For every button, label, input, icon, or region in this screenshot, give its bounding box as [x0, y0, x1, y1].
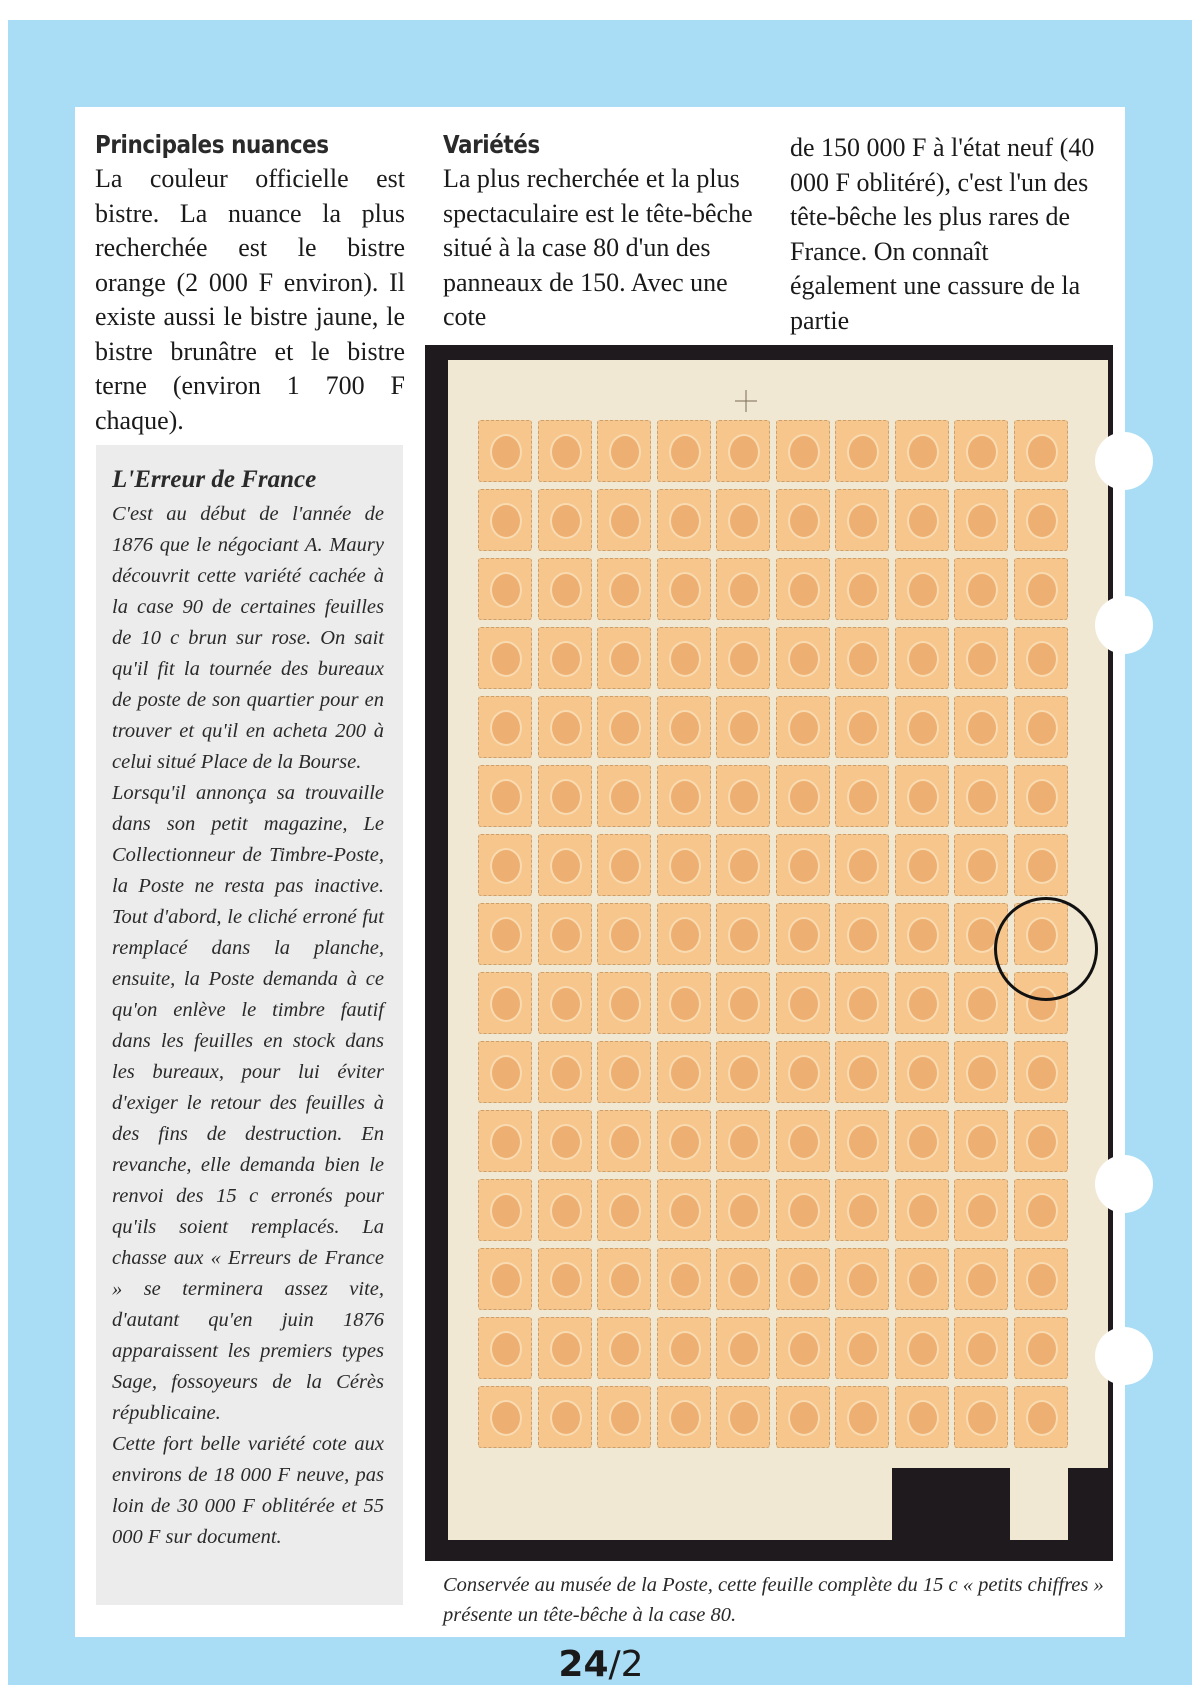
stamp	[478, 903, 532, 965]
stamp	[597, 489, 651, 551]
stamp	[776, 1041, 830, 1103]
stamp	[716, 627, 770, 689]
stamp	[657, 558, 711, 620]
stamp	[597, 903, 651, 965]
page-number	[546, 1645, 656, 1685]
stamp	[657, 627, 711, 689]
stamp	[716, 834, 770, 896]
stamp	[954, 1110, 1008, 1172]
stamp	[1014, 1317, 1068, 1379]
stamp	[776, 696, 830, 758]
stamp	[657, 972, 711, 1034]
stamp	[1014, 1248, 1068, 1310]
heading-principales-nuances: Principales nuances	[95, 130, 329, 159]
stamp	[895, 903, 949, 965]
stamp	[478, 834, 532, 896]
stamp	[954, 558, 1008, 620]
stamp	[835, 489, 889, 551]
stamp	[716, 972, 770, 1034]
stamp	[538, 627, 592, 689]
stamp	[954, 696, 1008, 758]
stamp	[538, 765, 592, 827]
stamp	[538, 972, 592, 1034]
stamp	[478, 765, 532, 827]
stamp	[716, 420, 770, 482]
stamp	[657, 1041, 711, 1103]
stamp	[478, 558, 532, 620]
stamp	[776, 765, 830, 827]
stamp	[538, 1110, 592, 1172]
stamp	[895, 489, 949, 551]
sheet-missing-margin	[892, 1468, 1010, 1540]
stamp	[478, 1248, 532, 1310]
stamp	[776, 1110, 830, 1172]
text-varietes: La plus recherchée et la plus spectaculaire est le tête-bêche situé à la case 80 d'un des panneaux de 150. Avec une cote	[443, 164, 753, 331]
stamp	[1014, 420, 1068, 482]
stamp	[954, 1179, 1008, 1241]
stamp	[597, 558, 651, 620]
stamp	[895, 420, 949, 482]
stamp	[1014, 627, 1068, 689]
stamp	[478, 420, 532, 482]
stamp	[597, 627, 651, 689]
stamp	[478, 972, 532, 1034]
column-varietes	[443, 128, 753, 335]
sidebar-paragraph: Cette fort belle variété cote aux environs de 18 000 F neuve, pas loin de 30 000 F oblitérée et 55 000 F sur document.	[112, 1433, 384, 1548]
stamp	[895, 696, 949, 758]
stamp	[716, 1110, 770, 1172]
stamp	[716, 489, 770, 551]
stamp	[538, 558, 592, 620]
stamp	[597, 696, 651, 758]
stamp	[538, 1041, 592, 1103]
stamp	[1014, 489, 1068, 551]
stamp	[835, 1317, 889, 1379]
stamp	[895, 627, 949, 689]
stamp	[776, 1386, 830, 1448]
stamp	[538, 1179, 592, 1241]
stamp	[716, 1386, 770, 1448]
stamp	[538, 903, 592, 965]
text-principales-nuances: La couleur officielle est bistre. La nuance la plus recherchée est le bistre orange (2 000 F environ). Il existe aussi le bistre jaune, le bistre brunâtre et le bistre terne (environ 1 700 F chaque).	[95, 164, 405, 435]
stamp	[478, 1110, 532, 1172]
stamp	[835, 903, 889, 965]
stamp	[835, 1248, 889, 1310]
stamp	[895, 1386, 949, 1448]
stamp	[597, 1317, 651, 1379]
stamp	[657, 1110, 711, 1172]
stamp	[716, 558, 770, 620]
sidebar-paragraph: Lorsqu'il annonça sa trouvaille dans son petit magazine, Le Collectionneur de Timbre-Poste, la Poste ne resta pas inactive. Tout d'abord, le cliché erroné fut remplacé dans la planche, ensuite, la Poste demanda à ce qu'on enlève le timbre fautif dans les feuilles en stock dans les bureaux, pour lui éviter d'exiger le retour des feuilles à des fins de destruction. En revanche, elle demanda bien le renvoi des 15 c erronés pour qu'ils soient remplacés. La chasse aux « Erreurs de France » se terminera assez vite, d'autant qu'en juin 1876 apparaissent les premiers types Sage, fossoyeurs de la Cérès républicaine.	[112, 782, 384, 1424]
stamp	[835, 558, 889, 620]
stamp	[597, 1041, 651, 1103]
sidebar-title: L'Erreur de France	[112, 466, 317, 493]
stamp	[597, 1248, 651, 1310]
heading-varietes: Variétés	[443, 130, 540, 159]
stamp	[895, 1110, 949, 1172]
stamp	[538, 696, 592, 758]
stamp	[478, 627, 532, 689]
stamp	[835, 834, 889, 896]
stamp	[657, 420, 711, 482]
stamp	[954, 972, 1008, 1034]
stamp	[657, 1317, 711, 1379]
sheet-missing-margin	[1068, 1468, 1108, 1540]
stamp	[835, 696, 889, 758]
stamp	[954, 1317, 1008, 1379]
text-varietes-continued: de 150 000 F à l'état neuf (40 000 F oblitéré), c'est l'un des tête-bêche les plus rares de France. On connaît également une cassure de la partie	[790, 133, 1095, 335]
stamp	[835, 1110, 889, 1172]
stamp	[954, 1386, 1008, 1448]
stamp	[538, 420, 592, 482]
stamp	[478, 1317, 532, 1379]
stamp	[478, 1041, 532, 1103]
stamp	[657, 1386, 711, 1448]
registration-cross-icon	[735, 390, 757, 412]
stamp	[597, 1386, 651, 1448]
stamp	[895, 834, 949, 896]
stamp	[597, 1179, 651, 1241]
stamp	[776, 558, 830, 620]
stamp	[538, 1317, 592, 1379]
binder-hole	[1095, 1327, 1153, 1385]
stamp	[835, 1386, 889, 1448]
stamp	[1014, 765, 1068, 827]
stamp	[776, 1317, 830, 1379]
stamp	[538, 834, 592, 896]
stamp	[895, 765, 949, 827]
stamp	[657, 834, 711, 896]
stamp	[657, 903, 711, 965]
stamp	[895, 972, 949, 1034]
stamp	[954, 627, 1008, 689]
binder-hole	[1095, 596, 1153, 654]
page-number-suffix: /2	[608, 1644, 644, 1685]
stamp	[954, 489, 1008, 551]
stamp	[716, 1041, 770, 1103]
stamp	[538, 1386, 592, 1448]
stamp	[776, 834, 830, 896]
sidebar-erreur-de-france	[96, 445, 403, 1605]
stamp	[657, 1248, 711, 1310]
sidebar-paragraph: C'est au début de l'année de 1876 que le négociant A. Maury découvrit cette variété cachée à la case 90 de certaines feuilles de 10 c brun sur rose. On sait qu'il fit la tournée des bureaux de poste de son quartier pour en trouver et qu'il en acheta 200 à celui situé Place de la Bourse.	[112, 503, 384, 773]
stamp	[954, 1248, 1008, 1310]
stamp	[716, 1317, 770, 1379]
stamp	[1014, 696, 1068, 758]
stamp	[1014, 1110, 1068, 1172]
column-varietes-continued	[790, 131, 1100, 338]
stamp	[597, 1110, 651, 1172]
stamp	[1014, 1179, 1068, 1241]
stamp	[657, 765, 711, 827]
stamp	[776, 627, 830, 689]
stamp	[954, 834, 1008, 896]
stamp	[776, 1179, 830, 1241]
tete-beche-circle-marker	[994, 897, 1098, 1001]
stamp	[657, 696, 711, 758]
stamp	[954, 765, 1008, 827]
stamp	[835, 1041, 889, 1103]
stamp	[895, 1248, 949, 1310]
stamp	[716, 1248, 770, 1310]
stamp	[835, 1179, 889, 1241]
stamp	[835, 972, 889, 1034]
stamp	[1014, 1041, 1068, 1103]
stamp	[776, 420, 830, 482]
stamp	[835, 420, 889, 482]
stamp	[1014, 558, 1068, 620]
stamp	[716, 1179, 770, 1241]
stamp	[597, 765, 651, 827]
stamp	[895, 1179, 949, 1241]
stamp	[478, 489, 532, 551]
stamp	[716, 696, 770, 758]
stamp	[776, 489, 830, 551]
binder-hole	[1095, 432, 1153, 490]
stamp	[776, 903, 830, 965]
stamp	[716, 903, 770, 965]
stamp	[954, 1041, 1008, 1103]
stamp	[597, 420, 651, 482]
stamp	[895, 1041, 949, 1103]
page-number-main: 24	[558, 1644, 609, 1685]
stamp	[478, 696, 532, 758]
stamp	[776, 1248, 830, 1310]
stamp	[776, 972, 830, 1034]
stamp	[597, 972, 651, 1034]
stamp	[478, 1179, 532, 1241]
photo-caption: Conservée au musée de la Poste, cette feuille complète du 15 c « petits chiffres » présente un tête-bêche à la case 80.	[443, 1574, 1104, 1626]
column-principales-nuances	[95, 128, 405, 438]
stamp	[1014, 834, 1068, 896]
stamp	[538, 1248, 592, 1310]
stamp	[895, 558, 949, 620]
stamp	[657, 489, 711, 551]
stamp	[538, 489, 592, 551]
stamp	[1014, 1386, 1068, 1448]
stamp	[478, 1386, 532, 1448]
stamp	[895, 1317, 949, 1379]
binder-hole	[1095, 1155, 1153, 1213]
stamp	[835, 627, 889, 689]
stamp	[597, 834, 651, 896]
stamp	[835, 765, 889, 827]
stamp	[716, 765, 770, 827]
stamp	[954, 420, 1008, 482]
stamp	[657, 1179, 711, 1241]
